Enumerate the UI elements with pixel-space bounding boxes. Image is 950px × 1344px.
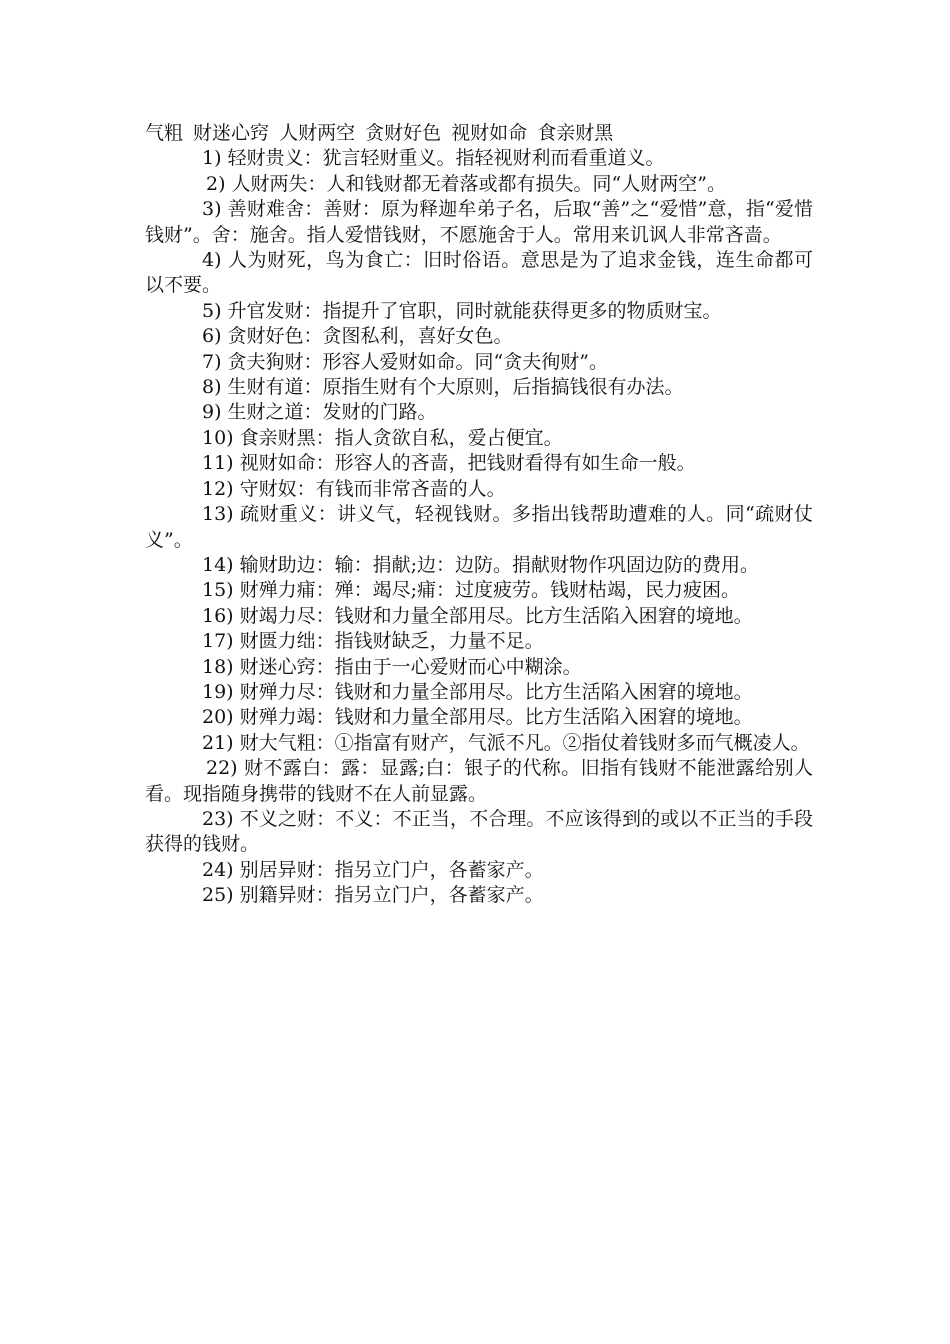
- entry-15: [145, 578, 813, 603]
- entry-21: [145, 731, 813, 756]
- intro-line: 气粗 财迷心窍 人财两空 贪财好色 视财如命 食亲财黑: [145, 122, 614, 144]
- entry-number: 3): [202, 198, 222, 221]
- entry-number: 25): [202, 884, 234, 907]
- entry-number: 17): [202, 630, 234, 653]
- entry-text: 财竭力尽：钱财和力量全部用尽。比方生活陷入困窘的境地。: [239, 604, 753, 627]
- entry-number: 16): [202, 604, 234, 627]
- entry-text: 输财助边：输：捐献;边：边防。捐献财物作巩固边防的费用。: [239, 553, 759, 576]
- entry-9: [145, 400, 813, 425]
- entry-10: [145, 426, 813, 451]
- entry-7: [145, 350, 813, 375]
- entry-number: 12): [202, 477, 234, 500]
- entry-text: 贪夫狥财：形容人爱财如命。同“贪夫徇财”。: [227, 350, 608, 373]
- entry-text: 食亲财黑：指人贪欲自私，爱占便宜。: [239, 426, 563, 449]
- entry-text: 财殚力竭：钱财和力量全部用尽。比方生活陷入困窘的境地。: [239, 706, 753, 729]
- entry-number: 21): [202, 731, 234, 754]
- entry-20: [145, 705, 813, 730]
- entry-text: 视财如命：形容人的吝啬，把钱财看得有如生命一般。: [239, 452, 696, 475]
- entry-18: [145, 655, 813, 680]
- entry-2: [145, 172, 813, 197]
- entry-5: [145, 299, 813, 324]
- entry-text: 疏财重义：讲义气，轻视钱财。多指出钱帮助遭难的人。同“疏财仗义”。: [145, 503, 813, 551]
- entry-text: 人财两失：人和钱财都无着落或都有损失。同“人财两空”。: [231, 172, 726, 195]
- entry-text: 生财有道：原指生财有个大原则，后指搞钱很有办法。: [227, 376, 684, 399]
- entry-text: 贪财好色：贪图私利，喜好女色。: [227, 325, 513, 348]
- entry-text: 财殚力尽：钱财和力量全部用尽。比方生活陷入困窘的境地。: [239, 680, 753, 703]
- entry-22: [145, 756, 813, 807]
- entry-number: 13): [202, 503, 234, 526]
- entry-14: [145, 553, 813, 578]
- entry-number: 4): [202, 249, 222, 272]
- entry-25: [145, 883, 813, 908]
- entry-text: 财大气粗：①指富有财产，气派不凡。②指仗着钱财多而气概凌人。: [239, 731, 810, 754]
- entry-number: 5): [202, 299, 222, 322]
- entry-19: [145, 680, 813, 705]
- entry-number: 24): [202, 858, 234, 881]
- entry-number: 9): [202, 401, 222, 424]
- entry-text: 财殚力痡：殚：竭尽;痡：过度疲劳。钱财枯竭，民力疲困。: [239, 579, 740, 602]
- entry-17: [145, 629, 813, 654]
- entry-3: [145, 197, 813, 248]
- entry-number: 6): [202, 325, 222, 348]
- entry-4: [145, 248, 813, 299]
- document-body: [145, 121, 813, 909]
- entry-text: 生财之道：发财的门路。: [227, 401, 437, 424]
- entry-number: 20): [202, 706, 234, 729]
- entry-text: 善财难舍：善财：原为释迦牟弟子名，后取“善”之“爱惜”意，指“爱惜钱财”。舍：施舍。指人爱惜钱财，不愿施舍于人。常用来讥讽人非常吝啬。: [145, 198, 813, 246]
- entry-13: [145, 502, 813, 553]
- entry-number: 11): [202, 452, 234, 475]
- entry-number: 14): [202, 553, 234, 576]
- entry-text: 别籍异财：指另立门户，各蓄家产。: [239, 884, 544, 907]
- entry-number: 19): [202, 680, 234, 703]
- entry-number: 23): [202, 807, 234, 830]
- entry-number: 8): [202, 376, 222, 399]
- entry-number: 2): [206, 172, 226, 195]
- entry-24: [145, 858, 813, 883]
- entry-text: 升官发财：指提升了官职，同时就能获得更多的物质财宝。: [227, 299, 722, 322]
- entry-number: 18): [202, 655, 234, 678]
- entry-text: 人为财死，鸟为食亡：旧时俗语。意思是为了追求金钱，连生命都可以不要。: [145, 249, 813, 297]
- entry-6: [145, 324, 813, 349]
- entry-text: 守财奴：有钱而非常吝啬的人。: [239, 477, 506, 500]
- entry-text: 财不露白：露：显露;白：银子的代称。旧指有钱财不能泄露给别人看。现指随身携带的钱财不在人前显露。: [145, 757, 813, 805]
- entry-1: [145, 146, 813, 171]
- entry-number: 10): [202, 426, 234, 449]
- entry-12: [145, 477, 813, 502]
- entry-number: 1): [202, 147, 222, 170]
- entry-text: 别居异财：指另立门户，各蓄家产。: [239, 858, 544, 881]
- entry-text: 财匮力绌：指钱财缺乏，力量不足。: [239, 630, 544, 653]
- entry-text: 不义之财：不义：不正当，不合理。不应该得到的或以不正当的手段获得的钱财。: [145, 807, 813, 856]
- entry-text: 轻财贵义：犹言轻财重义。指轻视财利而看重道义。: [227, 147, 665, 170]
- entry-number: 22): [206, 757, 238, 780]
- entry-number: 7): [202, 350, 222, 373]
- entry-11: [145, 451, 813, 476]
- entry-23: [145, 807, 813, 858]
- entry-number: 15): [202, 579, 234, 602]
- entry-16: [145, 604, 813, 629]
- entry-8: [145, 375, 813, 400]
- entry-text: 财迷心窍：指由于一心爱财而心中糊涂。: [239, 655, 582, 678]
